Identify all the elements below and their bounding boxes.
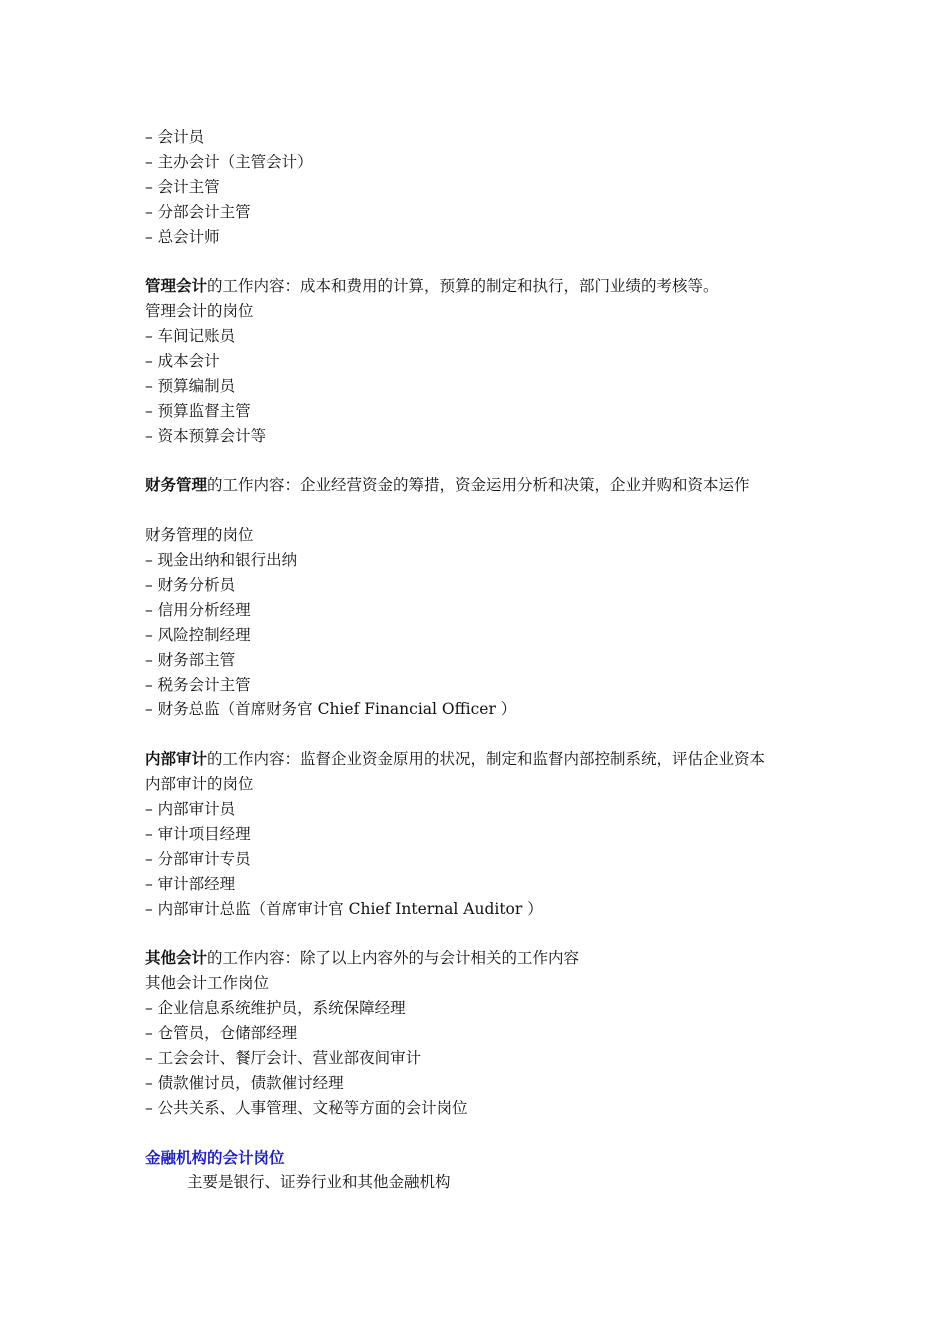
list-item: – 现金出纳和银行出纳: [145, 551, 298, 570]
section-description: [145, 747, 815, 772]
list-item: – 审计部经理: [145, 874, 236, 893]
section-description: [145, 946, 815, 971]
list-item: – 主办会计（主管会计）: [145, 152, 313, 171]
section-description-text: 的工作内容：监督企业资金原用的状况，制定和监督内部控制系统，评估企业资本: [207, 750, 766, 769]
financial-institutions-section: [145, 1146, 815, 1196]
list-item: – 企业信息系统维护员，系统保障经理: [145, 999, 406, 1018]
section-term: 其他会计: [145, 949, 208, 968]
management-accounting-section: [145, 274, 815, 448]
list-item: – 财务部主管: [145, 650, 236, 669]
section-term: 财务管理: [145, 476, 208, 495]
list-item: – 内部审计总监（首席审计官 Chief Internal Auditor ）: [145, 899, 543, 918]
list-item: – 分部审计专员: [145, 849, 251, 868]
list-item: – 财务总监（首席财务官 Chief Financial Officer ）: [145, 700, 517, 719]
spacer: [145, 449, 815, 474]
list-item: – 会计主管: [145, 177, 220, 196]
list-item: – 公共关系、人事管理、文秘等方面的会计岗位: [145, 1098, 468, 1117]
positions-title: 管理会计的岗位: [145, 302, 254, 321]
list-item: – 内部审计员: [145, 800, 236, 819]
document-body: [145, 125, 815, 1195]
other-accounting-section: [145, 946, 815, 1120]
list-item: – 分部会计主管: [145, 202, 251, 221]
section-description-text: 的工作内容：企业经营资金的筹措，资金运用分析和决策，企业并购和资本运作: [207, 476, 750, 495]
positions-title: 财务管理的岗位: [145, 526, 254, 545]
financial-management-section: [145, 473, 815, 722]
positions-title: 内部审计的岗位: [145, 775, 254, 794]
list-item: – 预算编制员: [145, 376, 236, 395]
section-term: 内部审计: [145, 750, 208, 769]
spacer: [145, 498, 815, 523]
list-item: – 成本会计: [145, 352, 220, 371]
list-item: – 债款催讨员，债款催讨经理: [145, 1073, 344, 1092]
list-item: – 资本预算会计等: [145, 426, 267, 445]
list-item: – 会计员: [145, 128, 205, 146]
section-heading: 金融机构的会计岗位: [145, 1148, 285, 1167]
list-item: – 工会会计、餐厅会计、营业部夜间审计: [145, 1048, 422, 1067]
accounting-positions-list: [145, 125, 815, 249]
section-description: [145, 274, 815, 299]
section-term: 管理会计: [145, 277, 208, 296]
positions-title: 其他会计工作岗位: [145, 974, 270, 993]
list-item: – 车间记账员: [145, 327, 236, 346]
list-item: – 财务分析员: [145, 576, 236, 595]
list-item: – 风险控制经理: [145, 625, 251, 644]
section-description: [145, 473, 815, 498]
section-description-text: 的工作内容：成本和费用的计算，预算的制定和执行，部门业绩的考核等。: [207, 277, 719, 296]
list-item: – 预算监督主管: [145, 401, 251, 420]
list-item: – 审计项目经理: [145, 824, 251, 843]
list-item: – 税务会计主管: [145, 675, 251, 694]
list-item: – 总会计师: [145, 227, 220, 246]
internal-audit-section: [145, 747, 815, 921]
list-item: – 信用分析经理: [145, 600, 251, 619]
spacer: [145, 1121, 815, 1146]
spacer: [145, 249, 815, 274]
spacer: [145, 722, 815, 747]
spacer: [145, 922, 815, 947]
list-item: – 仓管员，仓储部经理: [145, 1024, 298, 1043]
section-text: 主要是银行、证券行业和其他金融机构: [187, 1173, 451, 1192]
section-description-text: 的工作内容：除了以上内容外的与会计相关的工作内容: [207, 949, 580, 968]
